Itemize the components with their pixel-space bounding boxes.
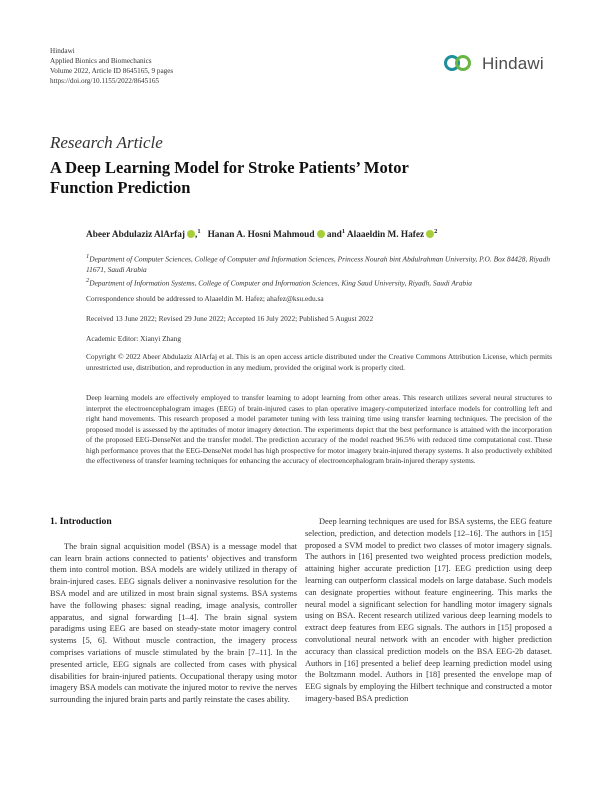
hindawi-rings-icon: [444, 53, 480, 75]
doi-link[interactable]: https://doi.org/10.1155/2022/8645165: [50, 77, 160, 85]
intro-paragraph-right: Deep learning techniques are used for BSA systems, the EEG feature selection, prediction, and detection models [12–16]. The authors in [15] proposed a SVM model to predict two classes of motor imagery signals. The authors in [16] presented two weighted process prediction models, attaining higher accurate prediction [17]. EEG prediction using deep learning can outperform classical models on large database. Such models can designate properties without feature engineering. This marks the neural model a significant selection for handling motor imagery signals using on BSA. Recent research utilized various deep learning models to extract deep features from EEG signals. The authors in [15] proposed a convolutional neural network with an encoder with higher prediction accuracy than classical prediction models on the BSA EEG-2b dataset. Authors in [16] presented a belief deep learning prediction model using the Boltzmann model. Authors in [18] presented the envelope map of EEG signals by employing the Hilbert technique and constructed a motor imagery-based BSA prediction: [305, 517, 552, 703]
orcid-icon[interactable]: [187, 230, 195, 238]
abstract: Deep learning models are effectively employed to transfer learning to adopt learning from other areas. This research utilizes several neural structures to interpret the electroencephalogram images (EEG) of brain-injured cases to plan operative imagery-computerized interface models for controlling left and right hand movements. This research proposed a model parameter tuning with less training time using transfer learning techniques. The precision of the proposed model is assessed by the aptitudes of motor imagery detection. The experiments depict that the best performance is attained with the incorporation of the proposed EEG-DenseNet and the transfer model. The prediction accuracy of the model reached 96.5% with reduced time computational cost. These high performance proves that the EEG-DenseNet model has high prospective for motor imagery brain-injured therapy systems. It also productively exhibited the effectiveness of transfer learning techniques for enhancing the accuracy of electroencephalogram brain-injured therapy systems.: [86, 393, 552, 465]
publication-dates: Received 13 June 2022; Revised 29 June 2022; Accepted 16 July 2022; Published 5 August 2022: [86, 314, 374, 323]
journal-meta: [50, 46, 173, 86]
right-column: [305, 516, 552, 705]
left-column: [50, 510, 297, 706]
paper-title: A Deep Learning Model for Stroke Patients’ Motor Function Prediction: [50, 158, 409, 197]
academic-editor: Academic Editor: Xianyi Zhang: [86, 334, 182, 343]
orcid-icon[interactable]: [317, 230, 325, 238]
author-name: Abeer Abdulaziz AlArfaj: [86, 230, 185, 241]
author-name: Alaaeldin M. Hafez: [346, 230, 425, 241]
logo-text: Hindawi: [482, 54, 544, 73]
affiliation-2: 2Department of Information Systems, College of Computer and Information Sciences, King Saud University, Riyadh, Saudi Arabia: [86, 277, 472, 288]
affiliation-1: 1Department of Computer Sciences, College of Computer and Information Sciences, Princess Nourah bint Abdulrahman University, P.O. Box 84428, Riyadh 11671, Saudi Arabia: [86, 253, 551, 274]
author-affil-number: 2: [434, 228, 438, 235]
author-list: Abeer Abdulaziz AlArfaj ,$^1$ Hanan A. Hosni Mahmoud and$^1$ Alaaeldin M. Hafez $^2$: [86, 228, 438, 241]
intro-paragraph-left: The brain signal acquisition model (BSA) is a message model that can learn brain actions connected to patients’ objectives and transform them into control motion. BSA models are widely utilized in therapy of brain-injured cases. EEG signals deliver a noninvasive resolution for the BSA model and are utilized in most brain signal systems. BSA systems have the following phases: signal reading, image analysis, controller apparatus, and signal forwarding [1–4]. The brain signal system paradigms using EEG are based on steady-state motor imagery control systems [5, 6]. Without muscle contraction, the imagery process comprises variations of muscle stimulated by the brain [7–11]. In the presented article, EEG signals are collected from cases with physical disabilities for brain-injured patients. Occupational therapy using motor imagery BSA models can motivate the injured motor to revive the nerves surrounding the injured brain parts and partly reinstate the cases ability.: [50, 541, 297, 705]
hindawi-logo: [444, 50, 554, 78]
publisher-name: Hindawi: [50, 47, 75, 55]
article-type: Research Article: [50, 133, 163, 152]
author-name: Hanan A. Hosni Mahmoud: [207, 230, 315, 241]
section-heading: 1. Introduction: [50, 516, 112, 527]
copyright-notice: Copyright © 2022 Abeer Abdulaziz AlArfaj et al. This is an open access article distributed under the Creative Commons Attribution License, which permits unrestricted use, distribution, and reproduction in any medium, provided the original work is properly cited.: [86, 352, 552, 372]
volume-line: Volume 2022, Article ID 8645165, 9 pages: [50, 67, 174, 75]
orcid-icon[interactable]: [426, 230, 434, 238]
journal-name: Applied Bionics and Biomechanics: [50, 57, 152, 65]
correspondence: Correspondence should be addressed to Alaaeldin M. Hafez; ahafez@ksu.edu.sa: [86, 294, 324, 303]
author-affil-number: 1: [341, 228, 346, 235]
author-affil-number: 1: [197, 228, 201, 235]
